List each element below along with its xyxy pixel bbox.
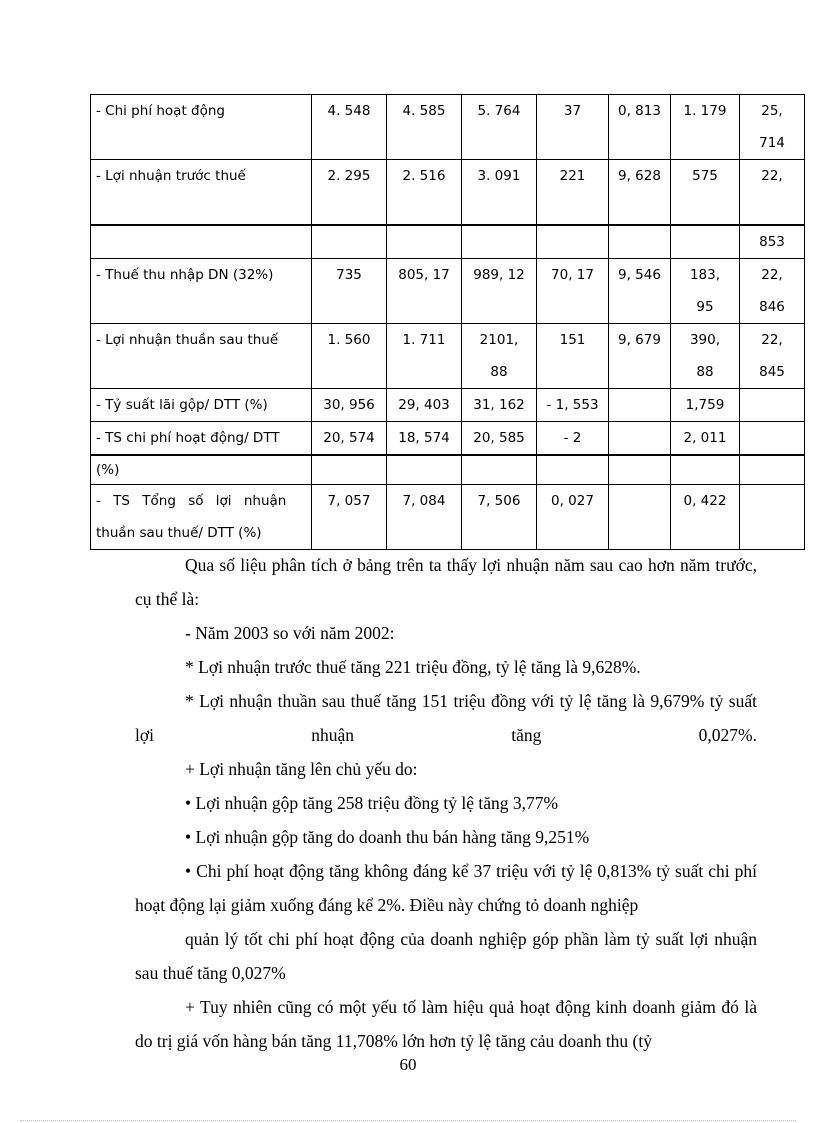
- cell: 9, 679: [609, 324, 671, 389]
- cell: 4. 585: [387, 95, 462, 160]
- row-label: - Lợi nhuận trước thuế: [91, 160, 312, 226]
- cell: 1. 560: [312, 324, 387, 389]
- cell: 735: [312, 259, 387, 324]
- cell: [740, 455, 805, 485]
- cell: 7, 057: [312, 485, 387, 550]
- table-row: [91, 324, 805, 389]
- paragraph: * Lợi nhuận trước thuế tăng 221 triệu đồng, tỷ lệ tăng là 9,628%.: [185, 657, 641, 677]
- cell: 20, 585: [462, 422, 537, 456]
- cell: [740, 324, 805, 389]
- cell: 1. 711: [387, 324, 462, 389]
- cell: [740, 259, 805, 324]
- cell: 7, 084: [387, 485, 462, 550]
- cell: 2. 516: [387, 160, 462, 226]
- cell: [387, 225, 462, 259]
- cell: 29, 403: [387, 389, 462, 422]
- cell-line: 714: [759, 135, 785, 151]
- cell: 151: [537, 324, 609, 389]
- cell: 0, 027: [537, 485, 609, 550]
- cell: 805, 17: [387, 259, 462, 324]
- paragraph: - Năm 2003 so với năm 2002:: [185, 623, 395, 643]
- paragraph: Qua số liệu phân tích ở bảng trên ta thấy lợi nhuận năm sau cao hơn năm trước, cụ thể là:: [135, 555, 757, 609]
- cell: [609, 225, 671, 259]
- paragraph: • Lợi nhuận gộp tăng 258 triệu đồng tỷ lệ tăng 3,77%: [185, 793, 559, 813]
- cell: [671, 324, 740, 389]
- cell: 9, 628: [609, 160, 671, 226]
- cell: 0, 813: [609, 95, 671, 160]
- row-label: [91, 485, 312, 550]
- cell: [740, 389, 805, 422]
- cell: 2, 011: [671, 422, 740, 456]
- cell-line: 22,: [761, 267, 783, 283]
- cell: [671, 259, 740, 324]
- row-label: - Thuế thu nhập DN (32%): [91, 259, 312, 324]
- cell: 70, 17: [537, 259, 609, 324]
- row-label: (%): [91, 455, 312, 485]
- cell: - 1, 553: [537, 389, 609, 422]
- table-row: [91, 225, 805, 259]
- cell: 221: [537, 160, 609, 226]
- cell: 4. 548: [312, 95, 387, 160]
- paragraph: • Chi phí hoạt động tăng không đáng kể 37 triệu với tỷ lệ 0,813% tỷ suất chi phí hoạt động lại giảm xuống đáng kể 2%. Điều này chứng tỏ doanh nghiệp: [135, 861, 757, 915]
- cell: 1,759: [671, 389, 740, 422]
- table-row: [91, 422, 805, 456]
- cell: 575: [671, 160, 740, 226]
- table-row: [91, 259, 805, 324]
- row-label: [91, 225, 312, 259]
- paragraph: quản lý tốt chi phí hoạt động của doanh nghiệp góp phần làm tỷ suất lợi nhuận sau thuế tăng 0,027%: [135, 929, 757, 983]
- cell: 18, 574: [387, 422, 462, 456]
- row-label: - TS chi phí hoạt động/ DTT: [91, 422, 312, 456]
- cell: [740, 95, 805, 160]
- cell: - 2: [537, 422, 609, 456]
- cell-line: 95: [696, 299, 714, 315]
- paragraph: + Lợi nhuận tăng lên chủ yếu do:: [185, 759, 418, 779]
- profit-analysis-table: [90, 94, 805, 550]
- cell: 853: [740, 225, 805, 259]
- cell: 9, 546: [609, 259, 671, 324]
- cell: 37: [537, 95, 609, 160]
- cell: [740, 422, 805, 456]
- cell: [609, 455, 671, 485]
- cell: [462, 324, 537, 389]
- cell: [312, 225, 387, 259]
- cell-line: 390,: [689, 332, 721, 348]
- cell: 31, 162: [462, 389, 537, 422]
- cell: 989, 12: [462, 259, 537, 324]
- cell: [537, 455, 609, 485]
- cell: 5. 764: [462, 95, 537, 160]
- cell-line: 183,: [689, 267, 721, 283]
- cell-line: 2101,: [479, 332, 519, 348]
- cell: 1. 179: [671, 95, 740, 160]
- cell: [387, 455, 462, 485]
- page-number: 60: [399, 1055, 417, 1074]
- cell: [462, 225, 537, 259]
- table-row: [91, 95, 805, 160]
- label-line: - TS Tổng số lợi nhuận: [96, 493, 287, 509]
- cell: [740, 485, 805, 550]
- cell-line: 845: [759, 364, 785, 380]
- cell: 22,: [740, 160, 805, 226]
- cell: [609, 389, 671, 422]
- cell: [671, 455, 740, 485]
- cell: [609, 485, 671, 550]
- cell-line: 88: [490, 364, 508, 380]
- label-line: thuần sau thuế/ DTT (%): [96, 525, 262, 541]
- cell: 0, 422: [671, 485, 740, 550]
- cell-line: 846: [759, 299, 785, 315]
- cell-line: 88: [696, 364, 714, 380]
- cell: 7, 506: [462, 485, 537, 550]
- cell: 3. 091: [462, 160, 537, 226]
- table-row: [91, 389, 805, 422]
- cell-line: 22,: [761, 332, 783, 348]
- row-label: - Chi phí hoạt động: [91, 95, 312, 160]
- footer-divider: [20, 1120, 796, 1121]
- cell: 2. 295: [312, 160, 387, 226]
- table-row: [91, 160, 805, 226]
- table-row: [91, 485, 805, 550]
- row-label: - Tỷ suất lãi gộp/ DTT (%): [91, 389, 312, 422]
- table-row: [91, 455, 805, 485]
- cell: [462, 455, 537, 485]
- cell: [609, 422, 671, 456]
- row-label: - Lợi nhuận thuần sau thuế: [91, 324, 312, 389]
- cell: [671, 225, 740, 259]
- paragraph: + Tuy nhiên cũng có một yếu tố làm hiệu quả hoạt động kinh doanh giảm đó là do trị giá vốn hàng bán tăng 11,708% lớn hơn tỷ lệ tăng cảu doanh thu (tỷ: [135, 997, 757, 1051]
- cell: [312, 455, 387, 485]
- paragraph: * Lợi nhuận thuần sau thuế tăng 151 triệu đồng với tỷ lệ tăng là 9,679% tỷ suất lợi nhuận tăng 0,027%.: [135, 691, 757, 745]
- cell: [537, 225, 609, 259]
- cell: 30, 956: [312, 389, 387, 422]
- cell-line: 25,: [761, 103, 783, 119]
- cell: 20, 574: [312, 422, 387, 456]
- paragraph: • Lợi nhuận gộp tăng do doanh thu bán hàng tăng 9,251%: [185, 827, 590, 847]
- analysis-text: [135, 548, 757, 1058]
